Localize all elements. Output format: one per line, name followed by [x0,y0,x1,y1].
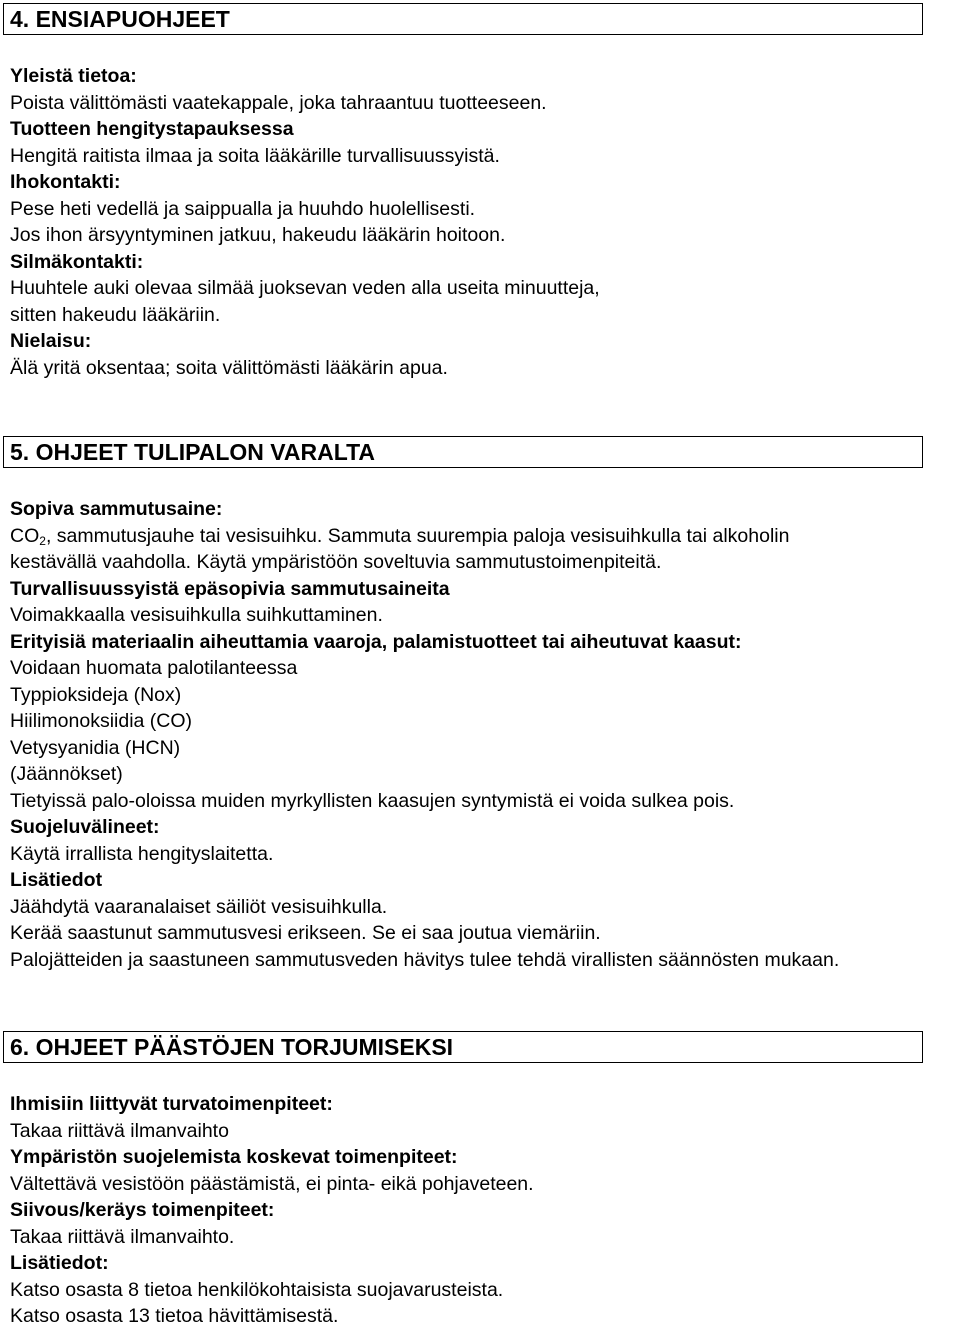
general-info-label: Yleistä tietoa: [10,65,137,87]
personal-precautions-label: Ihmisiin liittyvät turvatoimenpiteet: [10,1093,333,1115]
ingestion-label: Nielaisu: [10,330,92,352]
protective-equipment-label: Suojeluvälineet: [10,816,160,838]
section-6-content [10,1091,955,1330]
section-5-header: 5. OHJEET TULIPALON VARALTA [3,436,923,468]
general-info-text: Poista välittömästi vaatekappale, joka tahraantuu tuotteeseen. [10,91,547,114]
release-additional-line: Katso osasta 8 tietoa henkilökohtaisista suojavarusteista. [10,1278,504,1301]
ingestion-text: Älä yritä oksentaa; soita välittömästi lääkärin apua. [10,356,448,379]
fire-additional-line: Palojätteiden ja saastuneen sammutusveden hävitys tulee tehdä virallisten säännösten mukaan. [10,948,840,971]
skin-contact-text-1: Pese heti vedellä ja saippualla ja huuhdo huolellisesti. [10,197,476,220]
co2-formula: $CO_2$ [10,524,46,548]
suitable-media-text-1: $CO_2$, sammutusjauhe tai vesisuihku. Sammuta suurempia paloja vesisuihkulla tai alkoholin [10,524,790,548]
hazard-line: Voidaan huomata palotilanteessa [10,657,298,679]
protective-equipment-text: Käytä irrallista hengityslaitetta. [10,842,274,865]
fire-additional-line: Jäähdytä vaaranalaiset säiliöt vesisuihkulla. [10,895,388,918]
hazard-line: Typpioksideja (Nox) [10,683,182,706]
skin-contact-label: Ihokontakti: [10,171,121,193]
section-4-content [10,63,955,381]
skin-contact-text-2: Jos ihon ärsyyntyminen jatkuu, hakeudu lääkärin hoitoon. [10,224,506,246]
hazard-line: Hiilimonoksiidia (CO) [10,710,193,732]
unsuitable-media-label: Turvallisuussyistä epäsopivia sammutusaineita [10,577,450,600]
suitable-media-label: Sopiva sammutusaine: [10,498,223,520]
eye-contact-label: Silmäkontakti: [10,250,144,273]
environmental-precautions-label: Ympäristön suojelemista koskevat toimenpiteet: [10,1146,458,1168]
hazard-line: Tietyissä palo-oloissa muiden myrkyllisten kaasujen syntymistä ei voida sulkea pois. [10,789,735,812]
hazard-line: (Jäännökset) [10,763,123,785]
section-6-header: 6. OHJEET PÄÄSTÖJEN TORJUMISEKSI [3,1031,923,1063]
eye-contact-text-1: Huuhtele auki olevaa silmää juoksevan veden alla useita minuutteja, [10,277,600,299]
cleanup-text: Takaa riittävä ilmanvaihto. [10,1225,235,1248]
environmental-precautions-text: Vältettävä vesistöön päästämistä, ei pinta- eikä pohjaveteen. [10,1172,534,1195]
cleanup-label: Siivous/keräys toimenpiteet: [10,1199,275,1221]
eye-contact-text-2: sitten hakeudu lääkäriin. [10,303,221,326]
hazard-line: Vetysyanidia (HCN) [10,736,181,759]
suitable-media-text-2: kestävällä vaahdolla. Käytä ympäristöön soveltuvia sammutustoimenpiteitä. [10,551,662,573]
fire-additional-info-label: Lisätiedot [10,869,103,891]
personal-precautions-text: Takaa riittävä ilmanvaihto [10,1119,229,1142]
release-additional-info-label: Lisätiedot: [10,1252,109,1274]
release-additional-line: Katso osasta 13 tietoa hävittämisestä. [10,1305,339,1327]
section-4-header: 4. ENSIAPUOHJEET [3,3,923,35]
section-5-content [10,496,955,973]
fire-additional-line: Kerää saastunut sammutusvesi erikseen. Se ei saa joutua viemäriin. [10,922,601,944]
unsuitable-media-text: Voimakkaalla vesisuihkulla suihkuttaminen. [10,604,383,626]
inhalation-text: Hengitä raitista ilmaa ja soita lääkärille turvallisuussyistä. [10,144,500,167]
special-hazards-label: Erityisiä materiaalin aiheuttamia vaaroja, palamistuotteet tai aiheutuvat kaasut: [10,630,742,653]
inhalation-label: Tuotteen hengitystapauksessa [10,118,294,140]
